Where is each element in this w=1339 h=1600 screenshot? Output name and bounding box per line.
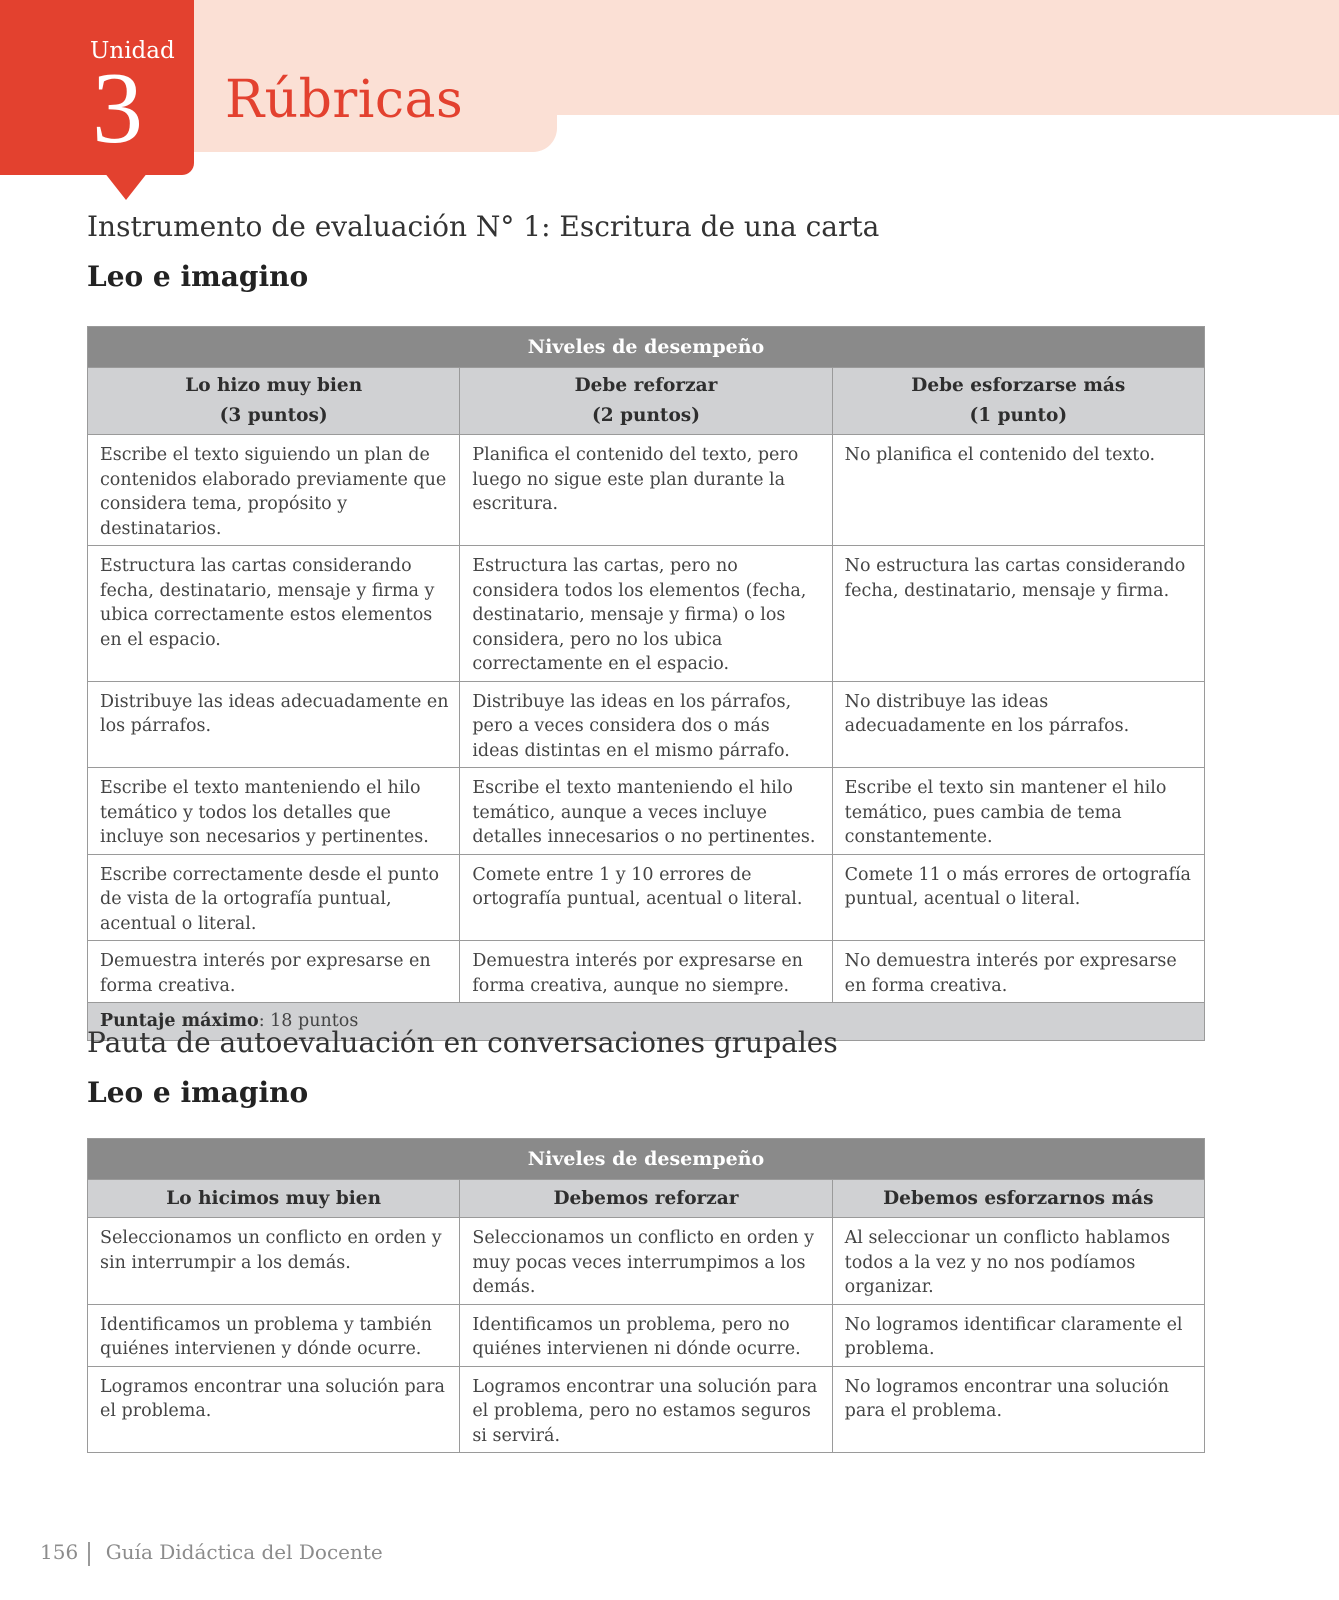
table-cell: Escribe el texto siguiendo un plan de contenidos elaborado previamente que considera tema, propósito y destinatarios. xyxy=(88,435,460,546)
unit-label: Unidad xyxy=(90,38,175,64)
table-row xyxy=(88,768,1205,855)
levels-header: Niveles de desempeño xyxy=(88,327,1205,368)
page-footer xyxy=(40,1540,383,1566)
table-cell: Escribe el texto sin mantener el hilo temático, pues cambia de tema constantemente. xyxy=(832,768,1204,855)
table-cell: Demuestra interés por expresarse en forma creativa. xyxy=(88,941,460,1003)
page-number: 156 xyxy=(40,1540,79,1564)
table-cell: No estructura las cartas considerando fecha, destinatario, mensaje y firma. xyxy=(832,546,1204,682)
table-cell: Escribe el texto manteniendo el hilo temático, aunque a veces incluye detalles innecesarios o no pertinentes. xyxy=(460,768,832,855)
column-header: Debemos reforzar xyxy=(460,1180,832,1218)
table-cell: Comete 11 o más errores de ortografía puntual, acentual o literal. xyxy=(832,854,1204,941)
column-name: Debe reforzar xyxy=(574,375,718,396)
column-header: Lo hicimos muy bien xyxy=(88,1180,460,1218)
section1-subtitle: Leo e imagino xyxy=(87,260,309,293)
table-row xyxy=(88,854,1205,941)
table-cell: No planifica el contenido del texto. xyxy=(832,435,1204,546)
table-cell: Al seleccionar un conflicto hablamos todos a la vez y no nos podíamos organizar. xyxy=(832,1218,1204,1305)
section2-subtitle: Leo e imagino xyxy=(87,1076,309,1109)
column-header xyxy=(460,368,832,435)
table-cell: No distribuye las ideas adecuadamente en los párrafos. xyxy=(832,681,1204,768)
max-score-label: Puntaje máximo xyxy=(100,1011,259,1031)
max-score-value: : 18 puntos xyxy=(258,1011,359,1031)
table-row xyxy=(88,546,1205,682)
table-cell: Demuestra interés por expresarse en forma creativa, aunque no siempre. xyxy=(460,941,832,1003)
table-cell: Escribe el texto manteniendo el hilo temático y todos los detalles que incluye son necesarios y pertinentes. xyxy=(88,768,460,855)
table-row xyxy=(88,941,1205,1003)
table-cell: Seleccionamos un conflicto en orden y muy pocas veces interrumpimos a los demás. xyxy=(460,1218,832,1305)
table-cell: Identificamos un problema, pero no quiénes intervienen ni dónde ocurre. xyxy=(460,1304,832,1366)
table-cell: Escribe correctamente desde el punto de vista de la ortografía puntual, acentual o literal. xyxy=(88,854,460,941)
book-title: Guía Didáctica del Docente xyxy=(105,1540,383,1564)
section2-title: Pauta de autoevaluación en conversaciones grupales xyxy=(87,1026,838,1059)
column-points: (1 punto) xyxy=(969,405,1068,426)
unit-tab xyxy=(0,0,194,175)
table-cell: Distribuye las ideas en los párrafos, pero a veces considera dos o más ideas distintas en el mismo párrafo. xyxy=(460,681,832,768)
column-points: (3 puntos) xyxy=(219,405,328,426)
column-name: Lo hizo muy bien xyxy=(185,375,363,396)
table-cell: Estructura las cartas, pero no considera todos los elementos (fecha, destinatario, mensaje y firma) o los considera, pero no los ubica correctamente en el espacio. xyxy=(460,546,832,682)
table-cell: No demuestra interés por expresarse en forma creativa. xyxy=(832,941,1204,1003)
column-header xyxy=(88,368,460,435)
column-header: Debemos esforzarnos más xyxy=(832,1180,1204,1218)
table-cell: Seleccionamos un conflicto en orden y sin interrumpir a los demás. xyxy=(88,1218,460,1305)
rubric-table-2 xyxy=(87,1138,1205,1453)
table-cell: Estructura las cartas considerando fecha, destinatario, mensaje y firma y ubica correctamente estos elementos en el espacio. xyxy=(88,546,460,682)
table-row xyxy=(88,681,1205,768)
column-name: Debe esforzarse más xyxy=(911,375,1126,396)
table-row xyxy=(88,1304,1205,1366)
page-title: Rúbricas xyxy=(225,70,464,130)
unit-number: 3 xyxy=(92,52,143,165)
table-row xyxy=(88,435,1205,546)
levels-header: Niveles de desempeño xyxy=(88,1139,1205,1180)
column-header xyxy=(832,368,1204,435)
column-points: (2 puntos) xyxy=(592,405,700,426)
rubric-table-1 xyxy=(87,326,1205,1041)
unit-tab-pointer xyxy=(104,172,148,200)
table-cell: Logramos encontrar una solución para el problema. xyxy=(88,1366,460,1453)
table-cell: No logramos encontrar una solución para el problema. xyxy=(832,1366,1204,1453)
table-row xyxy=(88,1366,1205,1453)
table-cell: Identificamos un problema y también quiénes intervienen y dónde ocurre. xyxy=(88,1304,460,1366)
section1-title: Instrumento de evaluación N° 1: Escritura de una carta xyxy=(87,210,880,243)
table-cell: Comete entre 1 y 10 errores de ortografía puntual, acentual o literal. xyxy=(460,854,832,941)
table-cell: Planifica el contenido del texto, pero luego no sigue este plan durante la escritura. xyxy=(460,435,832,546)
table-row xyxy=(88,1218,1205,1305)
table-cell: Logramos encontrar una solución para el problema, pero no estamos seguros si servirá. xyxy=(460,1366,832,1453)
table-cell: No logramos identificar claramente el problema. xyxy=(832,1304,1204,1366)
table-cell: Distribuye las ideas adecuadamente en los párrafos. xyxy=(88,681,460,768)
footer-divider xyxy=(88,1542,90,1566)
